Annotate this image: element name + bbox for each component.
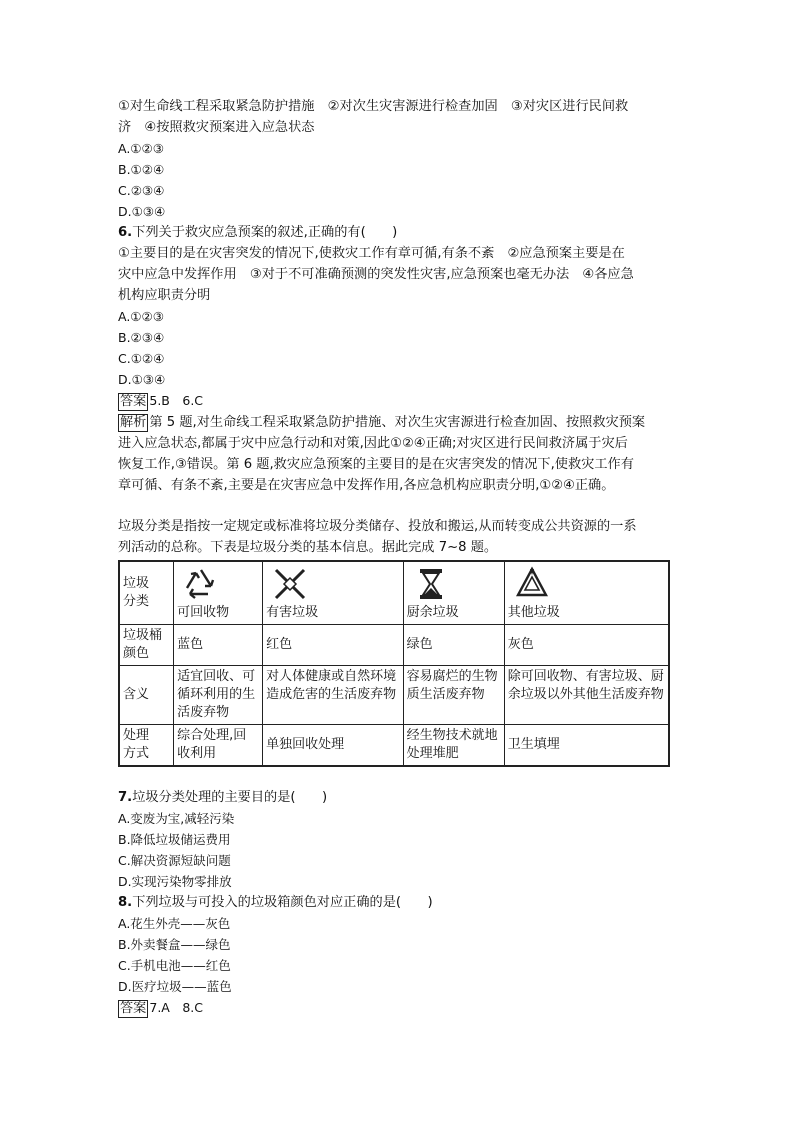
- treatment-cell: 卫生填埋: [504, 725, 669, 767]
- spacer: [118, 767, 678, 787]
- q6-items-line: ①主要目的是在灾害突发的情况下,使救灾工作有章可循,有条不紊 ②应急预案主要是在: [118, 246, 625, 261]
- answer-text: 7.A 8.C: [149, 1000, 204, 1015]
- q5-option-d: D.①③④: [118, 204, 166, 219]
- q6-option-c: C.①②④: [118, 351, 165, 366]
- analysis-line: 恢复工作,③错误。第 6 题,救灾应急预案的主要目的是在灾害突发的情况下,使救灾工作有: [118, 457, 634, 472]
- bin-color: 灰色: [504, 625, 669, 666]
- hazard-icon: [270, 566, 310, 602]
- q5-items-line: ①对生命线工程采取紧急防护措施 ②对次生灾害源进行检查加固 ③对灾区进行民间救: [118, 99, 629, 114]
- row-label-bin-color: 垃圾桶 颜色: [119, 625, 174, 666]
- q6-number: 6.: [118, 225, 133, 240]
- category-name: 其他垃圾: [507, 605, 560, 620]
- garbage-sorting-table: [118, 560, 670, 767]
- q8-stem: [118, 892, 678, 913]
- treatment-cell: 经生物技术就地处理堆肥: [403, 725, 504, 767]
- analysis-line: [118, 412, 678, 433]
- analysis-line: 章可循、有条不紊,主要是在灾害应急中发挥作用,各应急机构应职责分明,①②④正确。: [118, 478, 615, 493]
- q6-option-b: B.②③④: [118, 330, 165, 345]
- q8-option-b: B.外卖餐盒——绿色: [118, 937, 231, 952]
- answer-text: 5.B 6.C: [149, 393, 204, 408]
- table-row-category: [119, 561, 669, 625]
- row-label-category: 垃圾 分类: [119, 561, 174, 625]
- meaning-cell: 容易腐烂的生物质生活废弃物: [403, 666, 504, 725]
- q7-stem-text: 垃圾分类处理的主要目的是( ): [132, 790, 328, 805]
- document-page: [118, 96, 678, 1019]
- table-row-meaning: [119, 666, 669, 725]
- cell-recyclable: [174, 561, 263, 625]
- q6-items-line: 机构应职责分明: [118, 288, 211, 303]
- category-name: 有害垃圾: [266, 605, 319, 620]
- q7-option-b: B.降低垃圾储运费用: [118, 832, 231, 847]
- triangle-recycle-icon: [512, 566, 552, 602]
- recycle-icon: [181, 566, 221, 602]
- bin-color: 红色: [263, 625, 404, 666]
- q8-option-c: C.手机电池——红色: [118, 958, 231, 973]
- spacer: [118, 496, 678, 516]
- table-row-treatment: [119, 725, 669, 767]
- row-label-treatment: 处理 方式: [119, 725, 174, 767]
- cell-kitchen: [403, 561, 504, 625]
- q7-option-c: C.解决资源短缺问题: [118, 853, 231, 868]
- q7-number: 7.: [118, 790, 133, 805]
- q5-option-c: C.②③④: [118, 183, 165, 198]
- meaning-cell: 适宜回收、可循环利用的生活废弃物: [174, 666, 263, 725]
- cell-hazardous: [263, 561, 404, 625]
- q5-option-b: B.①②④: [118, 162, 165, 177]
- q6-items-line: 灾中应急中发挥作用 ③对于不可准确预测的突发性灾害,应急预案也毫无办法 ④各应急: [118, 267, 634, 282]
- q7-stem: [118, 787, 678, 808]
- q7-option-d: D.实现污染物零排放: [118, 874, 232, 889]
- q6-option-a: A.①②③: [118, 309, 164, 324]
- treatment-cell: 单独回收处理: [263, 725, 404, 767]
- cell-other: [504, 561, 669, 625]
- row-label-meaning: 含义: [119, 666, 174, 725]
- analysis-line: 进入应急状态,都属于灾中应急行动和对策,因此①②④正确;对灾区进行民间救济属于灾后: [118, 436, 628, 451]
- table-row-bin-color: [119, 625, 669, 666]
- q7-option-a: A.变废为宝,减轻污染: [118, 811, 235, 826]
- intro-line: 列活动的总称。下表是垃圾分类的基本信息。据此完成 7~8 题。: [118, 540, 498, 555]
- q6-stem-text: 下列关于救灾应急预案的叙述,正确的有( ): [132, 225, 398, 240]
- bin-color: 绿色: [403, 625, 504, 666]
- q8-stem-text: 下列垃圾与可投入的垃圾箱颜色对应正确的是( ): [132, 895, 433, 910]
- meaning-cell: 对人体健康或自然环境造成危害的生活废弃物: [263, 666, 404, 725]
- answer-tag: 答案: [120, 394, 147, 409]
- analysis-tag: 解析: [120, 415, 147, 430]
- category-name: 可回收物: [177, 605, 230, 620]
- q8-option-a: A.花生外壳——灰色: [118, 916, 231, 931]
- hourglass-icon: [411, 566, 451, 602]
- q5-items-line: 济 ④按照救灾预案进入应急状态: [118, 120, 315, 135]
- q8-number: 8.: [118, 895, 133, 910]
- intro-line: 垃圾分类是指按一定规定或标准将垃圾分类储存、投放和搬运,从而转变成公共资源的一系: [118, 519, 637, 534]
- bin-color: 蓝色: [174, 625, 263, 666]
- answer-block: [118, 997, 678, 1019]
- analysis-text: 第 5 题,对生命线工程采取紧急防护措施、对次生灾害源进行检查加固、按照救灾预案: [149, 415, 646, 430]
- treatment-cell: 综合处理,回收利用: [174, 725, 263, 767]
- q5-option-a: A.①②③: [118, 141, 164, 156]
- q6-option-d: D.①③④: [118, 372, 166, 387]
- answer-block: [118, 390, 678, 412]
- q8-option-d: D.医疗垃圾——蓝色: [118, 979, 232, 994]
- q6-stem: [118, 222, 678, 243]
- meaning-cell: 除可回收物、有害垃圾、厨余垃圾以外其他生活废弃物: [504, 666, 669, 725]
- answer-tag: 答案: [120, 1001, 147, 1016]
- category-name: 厨余垃圾: [406, 605, 459, 620]
